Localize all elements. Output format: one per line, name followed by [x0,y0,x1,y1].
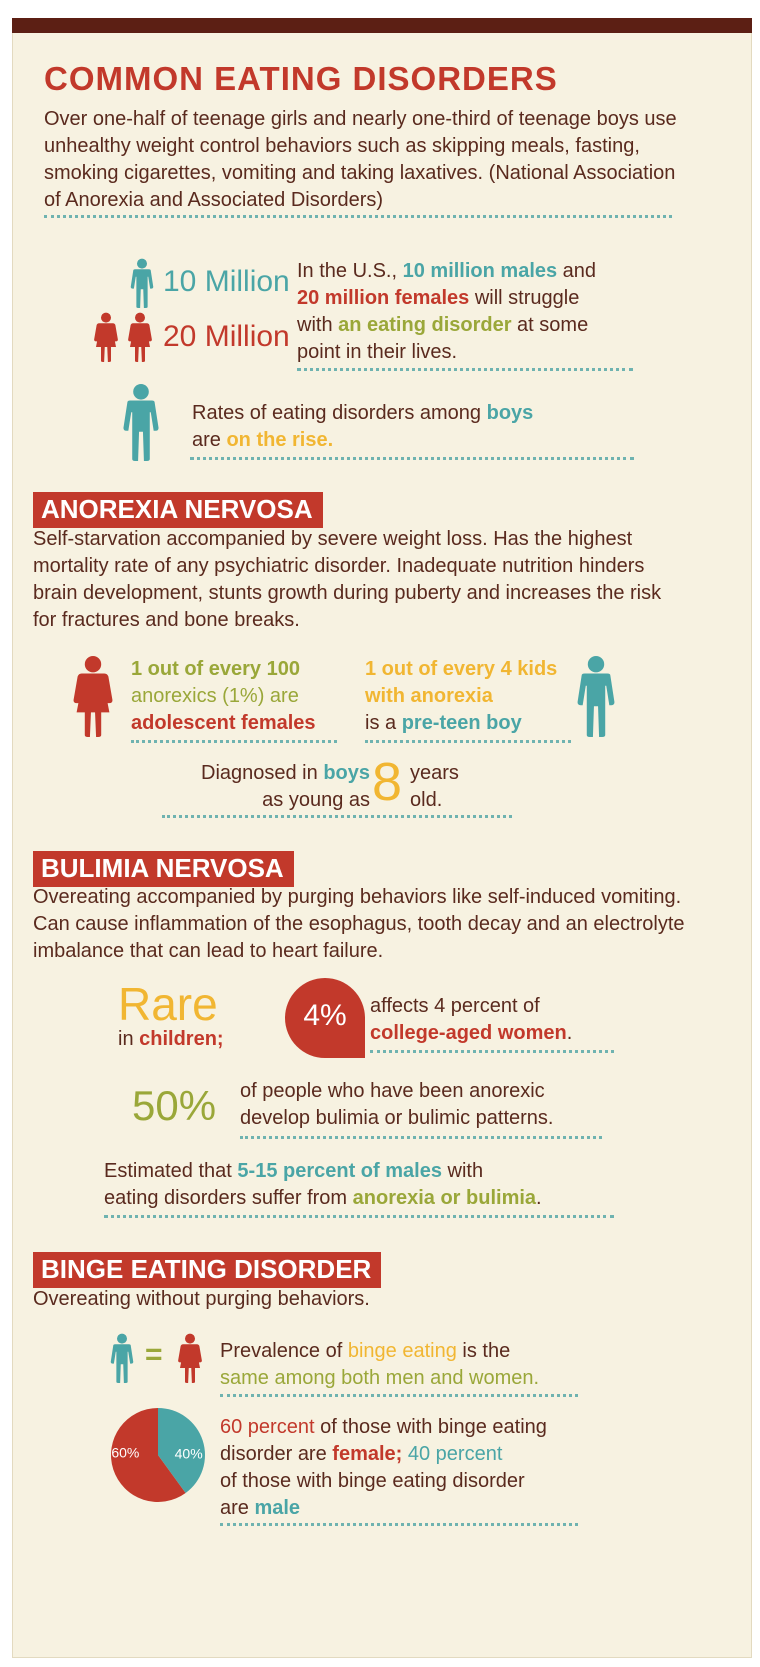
rare-label: Rare [118,978,218,1030]
man-icon [118,383,164,461]
gender-pie-chart [108,1405,208,1505]
diagnosed-text: Diagnosed in boys as young as [201,762,370,811]
divider [44,215,672,218]
us-stats-text: In the U.S., 10 million males and 20 million females will struggle with an eating disorder at some point in their lives. [297,260,597,363]
binge-heading: BINGE EATING DISORDER [33,1252,381,1288]
fifty-percent-value: 50% [132,1082,217,1129]
four-percent-text: affects 4 percent of college-aged women. [370,995,573,1044]
boys-rise-text: Rates of eating disorders among boys are on the rise. [192,402,534,451]
anorexia-description: Self-starvation accompanied by severe weight loss. Has the highest mortality rate of any psychiatric disorder. Inadequate nutrition hinders brain development, stunts growth during puberty and increases the risk for fractures and bone breaks. [33,528,662,631]
anorexia-stat-females: 1 out of every 100 anorexics (1%) are adolescent females [131,658,316,734]
divider [365,740,571,743]
divider [190,457,634,460]
pie-label-female: 60% [111,1444,140,1461]
divider [104,1215,614,1218]
male-count: 10 Million [163,265,290,298]
man-icon [572,655,620,737]
diagnosed-years: years old. [410,762,459,811]
divider [220,1394,578,1397]
woman-icon [176,1333,204,1383]
diagnosed-age: 8 [372,752,403,812]
bulimia-description: Overeating accompanied by purging behaviors like self-induced vomiting. Can cause inflammation of the esophagus, tooth decay and an electrolyte imbalance that can lead to heart failure. [33,886,685,962]
four-percent-value: 4% [303,999,347,1032]
female-count: 20 Million [163,320,290,353]
top-bar [12,18,752,33]
divider [162,815,512,818]
equals-sign: = [145,1338,163,1371]
man-icon [128,258,156,308]
anorexia-heading: ANOREXIA NERVOSA [33,492,323,528]
binge-description: Overeating without purging behaviors. [33,1288,370,1310]
prevalence-text: Prevalence of binge eating is the same among both men and women. [220,1340,540,1389]
man-icon [108,1333,136,1383]
bulimia-heading: BULIMIA NERVOSA [33,851,294,887]
woman-icon [68,655,118,737]
woman-icon [92,312,120,362]
anorexia-stat-boys: 1 out of every 4 kids with anorexia is a pre-teen boy [365,658,558,734]
pie-label-male: 40% [174,1445,203,1462]
divider [131,740,337,743]
rare-sub: in children; [118,1028,224,1050]
fifty-percent-text: of people who have been anorexic develop bulimia or bulimic patterns. [240,1080,554,1129]
intro-paragraph: Over one-half of teenage girls and nearly one-third of teenage boys use unhealthy weight control behaviors such as skipping meals, fasting, smoking cigarettes, vomiting and taking laxatives. (National Association of Anorexia and Associated Disorders) [44,108,677,211]
divider [220,1523,578,1526]
divider [240,1136,602,1139]
page-title: COMMON EATING DISORDERS [44,60,558,97]
divider [297,368,633,371]
males-estimate-text: Estimated that 5-15 percent of males with eating disorders suffer from anorexia or bulimia. [104,1160,542,1209]
pie-description: 60 percent of those with binge eating disorder are female; 40 percent of those with binge eating disorder are male [220,1416,547,1519]
woman-icon [126,312,154,362]
divider [370,1050,614,1053]
